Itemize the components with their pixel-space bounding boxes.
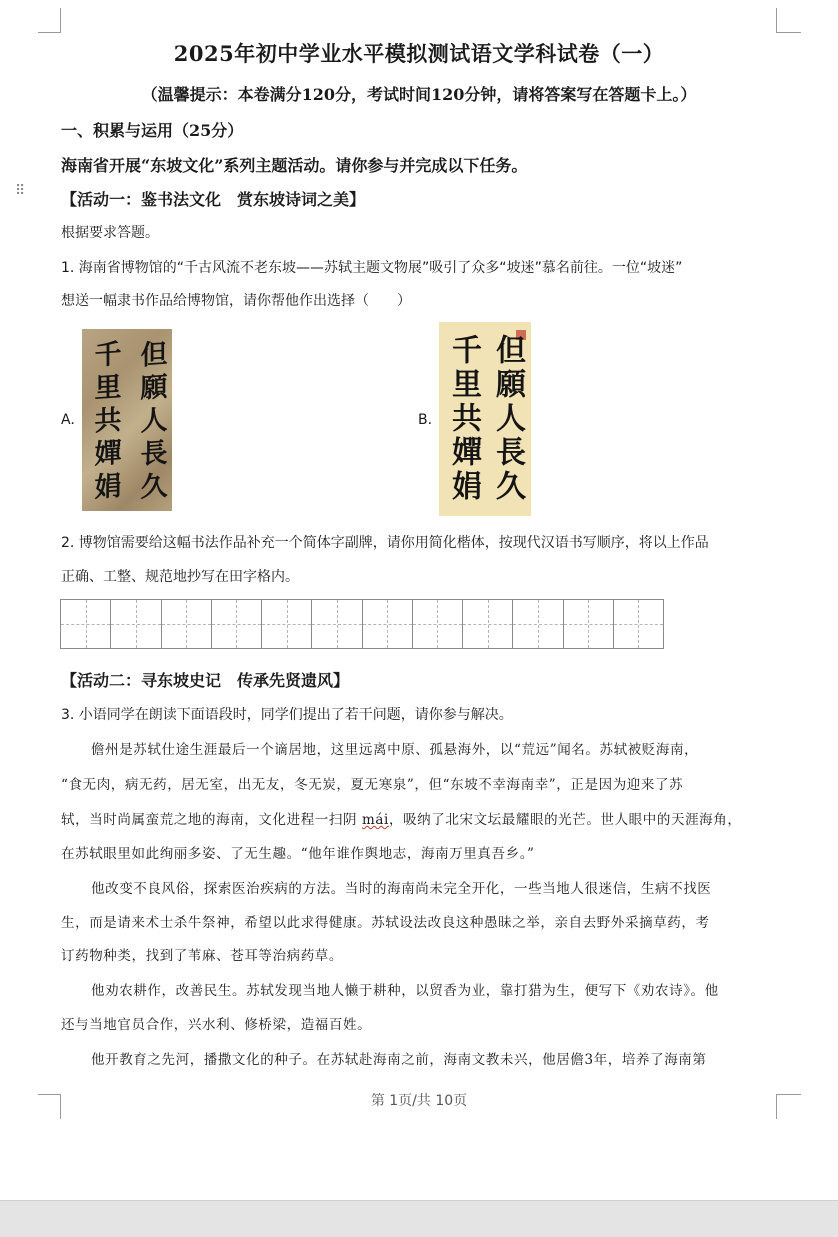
passage-p3-line-1: 他劝农耕作，改善民生。苏轼发现当地人懒于耕种，以贸香为业，靠打猎为生，便写下《劝农诗》。他	[91, 983, 719, 999]
passage-p1-line-3-a: 轼，当时尚属蛮荒之地的海南，文化进程一扫阴	[61, 812, 362, 828]
passage-p1-line-1: 儋州是苏轼仕途生涯最后一个谪居地，这里远离中原、孤悬海外，以“荒远”闻名。苏轼被贬海南，	[91, 742, 699, 758]
section-heading: 一、积累与运用（25分）	[61, 121, 244, 140]
activity-1-heading: 【活动一：鉴书法文化 赏东坡诗词之美】	[61, 190, 366, 209]
passage-p2-line-2: 生，而是请来术士杀牛祭神，希望以此求得健康。苏轼设法改良这种愚昧之举，亲自去野外采摘草药，考	[61, 915, 710, 931]
callig-a-right-column: 但願人長久	[135, 338, 167, 506]
callig-b-right-column: 但願人長久	[490, 334, 525, 504]
calligraphy-image-a	[82, 329, 172, 511]
question-1-line-1: 1. 海南省博物馆的“千古风流不老东坡——苏轼主题文物展”吸引了众多“坡迷”慕名前往。一位“坡迷”	[61, 260, 683, 276]
grid-cell[interactable]	[614, 600, 663, 648]
passage-p2-line-1: 他改变不良风俗，探索医治疾病的方法。当时的海南尚未完全开化，一些当地人很迷信，生病不找医	[91, 881, 712, 897]
grid-cell[interactable]	[162, 600, 212, 648]
instruction-text: 根据要求答题。	[61, 225, 159, 241]
exam-subtitle: （温馨提示：本卷满分120分，考试时间120分钟，请将答案写在答题卡上。）	[141, 85, 697, 104]
passage-p1-line-2: “食无肉，病无药，居无室，出无友，冬无炭，夏无寒泉”，但“东坡不幸海南幸”，正是因为迎来了苏	[61, 777, 684, 793]
question-2-line-1: 2. 博物馆需要给这幅书法作品补充一个简体字副牌，请你用简化楷体，按现代汉语书写顺序，将以上作品	[61, 535, 709, 551]
option-b-label: B.	[418, 412, 433, 428]
grid-cell[interactable]	[312, 600, 362, 648]
crop-mark-top-left	[38, 8, 61, 33]
passage-p2-line-3: 订药物种类，找到了苇麻、苍耳等治病药草。	[61, 948, 343, 964]
callig-a-left-column: 千里共嬋娟	[89, 338, 121, 506]
calligraphy-image-b	[439, 322, 531, 516]
grid-cell[interactable]	[564, 600, 614, 648]
page-footer: 第 1页/共 10页	[370, 1093, 468, 1109]
pinyin-mai: mái	[362, 812, 389, 828]
callig-b-left-column: 千里共嬋娟	[446, 334, 481, 504]
option-a-label: A.	[61, 412, 75, 428]
grid-cell[interactable]	[463, 600, 513, 648]
question-3: 3. 小语同学在朗读下面语段时，同学们提出了若干问题，请你参与解决。	[61, 707, 513, 723]
grid-cell[interactable]	[513, 600, 563, 648]
activity-2-heading: 【活动二：寻东坡史记 传承先贤遗风】	[61, 671, 350, 690]
bottom-scroll-bar[interactable]	[0, 1200, 838, 1237]
intro-text: 海南省开展“东坡文化”系列主题活动。请你参与并完成以下任务。	[61, 156, 528, 175]
grid-cell[interactable]	[111, 600, 161, 648]
exam-title: 2025年初中学业水平模拟测试语文学科试卷（一）	[173, 41, 665, 66]
passage-p1-line-4: 在苏轼眼里如此绚丽多姿、了无生趣。“他年谁作舆地志，海南万里真吾乡。”	[61, 846, 535, 862]
passage-p3-line-2: 还与当地官员合作，兴水利、修桥梁，造福百姓。	[61, 1017, 372, 1033]
crop-mark-top-right	[776, 8, 801, 33]
grid-cell[interactable]	[212, 600, 262, 648]
question-1-line-2: 想送一幅隶书作品给博物馆，请你帮他作出选择（ ）	[61, 293, 411, 309]
question-2-line-2: 正确、工整、规范地抄写在田字格内。	[61, 569, 299, 585]
grid-cell[interactable]	[363, 600, 413, 648]
passage-p1-line-3-b: ，吸纳了北宋文坛最耀眼的光芒。世人眼中的天涯海角，	[388, 812, 742, 828]
passage-p4-line-1: 他开教育之先河，播撒文化的种子。在苏轼赴海南之前，海南文教未兴，他居儋3年，培养了海南第	[91, 1052, 707, 1068]
passage-p1-line-3	[61, 808, 741, 828]
grid-cell[interactable]	[61, 600, 111, 648]
drag-handle-icon[interactable]: ⠿	[15, 183, 25, 199]
grid-cell[interactable]	[413, 600, 463, 648]
tianzige-grid[interactable]	[60, 599, 664, 649]
grid-cell[interactable]	[262, 600, 312, 648]
